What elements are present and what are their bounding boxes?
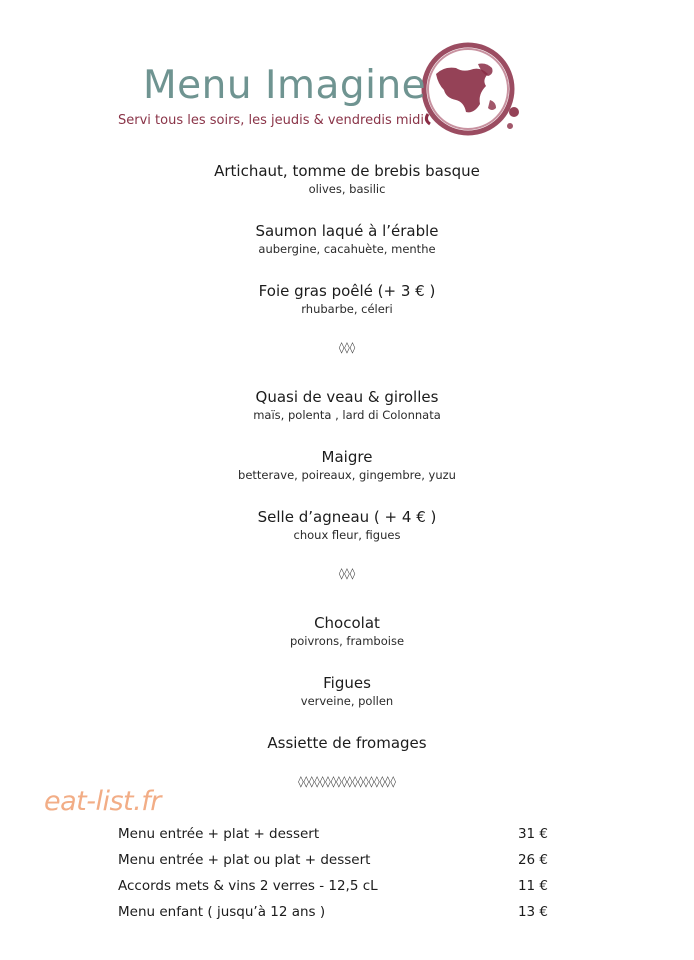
dish-description: aubergine, cacahuète, menthe xyxy=(258,242,436,256)
dish-name: Selle d’agneau ( + 4 € ) xyxy=(257,508,437,526)
dish-name: Figues xyxy=(323,674,371,692)
dish-item xyxy=(0,613,694,673)
price-value: 31 € xyxy=(517,826,548,842)
dish-description: choux fleur, figues xyxy=(293,528,401,542)
menu-title: Menu Imagine xyxy=(143,63,427,108)
courses-list xyxy=(0,161,694,795)
dish-description: rhubarbe, céleri xyxy=(301,302,393,316)
dish-name: Assiette de fromages xyxy=(267,734,427,752)
price-value: 11 € xyxy=(517,878,548,894)
price-label: Menu entrée + plat ou plat + dessert xyxy=(118,852,371,868)
price-list xyxy=(118,826,548,930)
dish-item xyxy=(0,281,694,341)
dish-description: betterave, poireaux, gingembre, yuzu xyxy=(238,468,456,482)
price-row xyxy=(118,852,548,878)
dish-description: olives, basilic xyxy=(308,182,386,196)
menu-subtitle: Servi tous les soirs, les jeudis & vendredis midi xyxy=(118,113,425,128)
dish-description: poivrons, framboise xyxy=(289,634,405,648)
dish-item xyxy=(0,161,694,221)
price-label: Menu entrée + plat + dessert xyxy=(118,826,320,842)
dish-item xyxy=(0,733,694,775)
price-value: 26 € xyxy=(517,852,548,868)
dish-item xyxy=(0,673,694,733)
section-separator: ◊◊◊ xyxy=(338,567,356,580)
dish-name: Quasi de veau & girolles xyxy=(255,388,439,406)
watermark-text: eat-list.fr xyxy=(44,786,161,817)
price-label: Menu enfant ( jusqu’à 12 ans ) xyxy=(118,904,326,920)
price-row xyxy=(118,826,548,852)
section-separator: ◊◊◊ xyxy=(338,341,356,354)
dish-name: Artichaut, tomme de brebis basque xyxy=(214,162,480,180)
section-separator: ◊◊◊◊◊◊◊◊◊◊◊◊◊◊◊◊◊◊ xyxy=(298,775,396,788)
dish-item xyxy=(0,387,694,447)
dish-name: Foie gras poêlé (+ 3 € ) xyxy=(258,282,436,300)
dish-item xyxy=(0,447,694,507)
price-value: 13 € xyxy=(517,904,548,920)
price-label: Accords mets & vins 2 verres - 12,5 cL xyxy=(118,878,378,894)
dish-description: maïs, polenta , lard di Colonnata xyxy=(253,408,441,422)
dish-item xyxy=(0,507,694,567)
price-row xyxy=(118,904,548,930)
wine-stain-globe-icon xyxy=(418,34,528,152)
price-row xyxy=(118,878,548,904)
dish-description: verveine, pollen xyxy=(300,694,394,708)
dish-name: Maigre xyxy=(321,448,373,466)
dish-item xyxy=(0,221,694,281)
dish-name: Chocolat xyxy=(314,614,380,632)
dish-name: Saumon laqué à l’érable xyxy=(255,222,439,240)
